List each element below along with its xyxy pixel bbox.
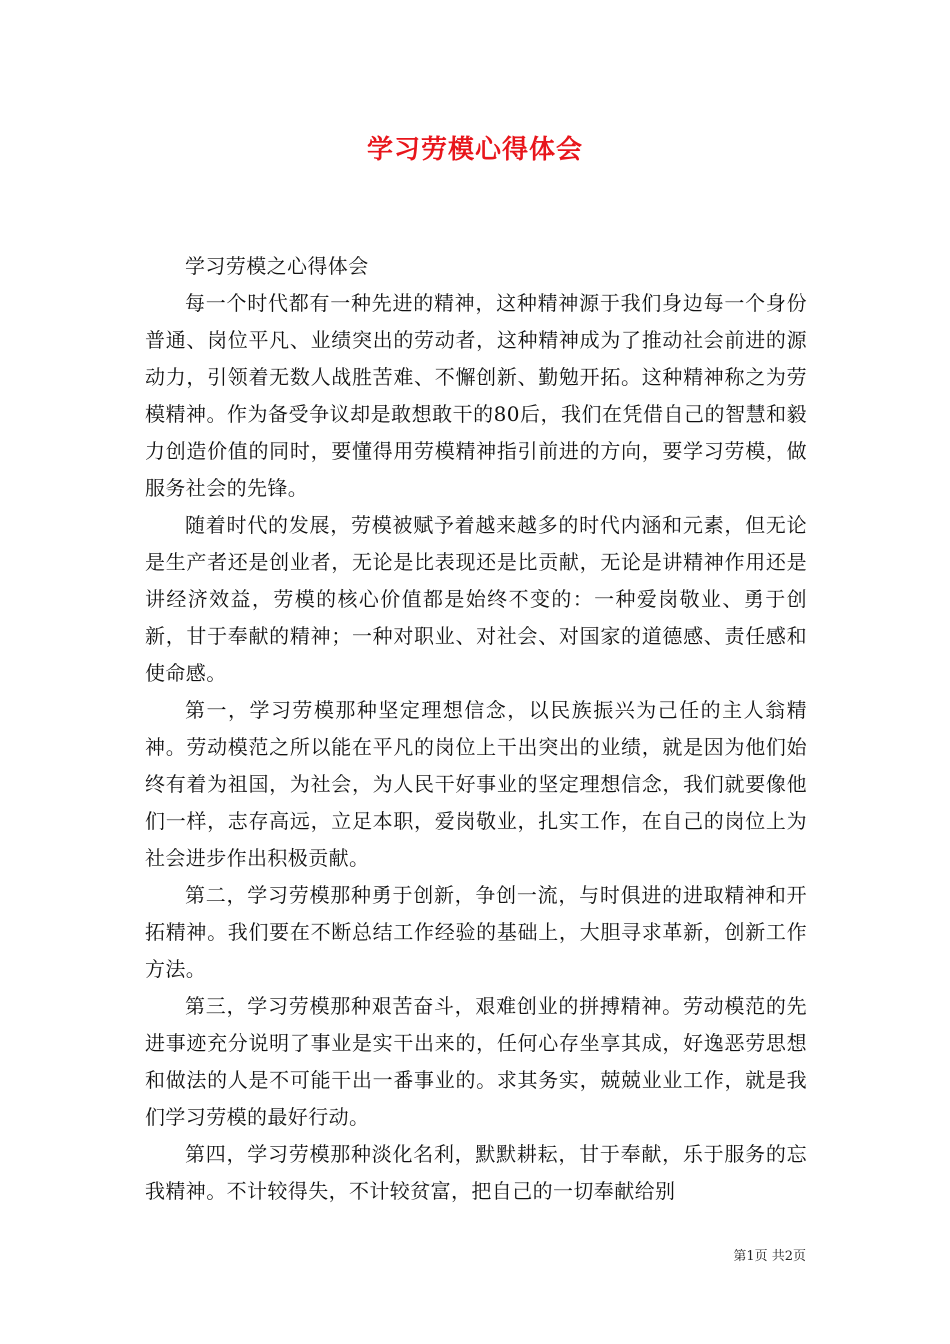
- paragraph-intro: 每一个时代都有一种先进的精神，这种精神源于我们身边每一个身份普通、岗位平凡、业绩突出的劳动者，这种精神成为了推动社会前进的源动力，引领着无数人战胜苦难、不懈创新、勤勉开拓。这种精神称之为劳模精神。作为备受争议却是敢想敢干的80后，我们在凭借自己的智慧和毅力创造价值的同时，要懂得用劳模精神指引前进的方向，要学习劳模，做服务社会的先锋。: [145, 291, 807, 500]
- paragraph-core-value: 随着时代的发展，劳模被赋予着越来越多的时代内涵和元素，但无论是生产者还是创业者，无论是比表现还是比贡献，无论是讲精神作用还是讲经济效益，劳模的核心价值都是始终不变的：一种爱岗敬业、勇于创新，甘于奉献的精神；一种对职业、对社会、对国家的道德感、责任感和使命感。: [145, 513, 807, 685]
- paragraph-subtitle: 学习劳模之心得体会: [185, 254, 369, 278]
- page-number: 第1页 共2页: [733, 1249, 806, 1264]
- paragraph-point-2: 第二，学习劳模那种勇于创新，争创一流，与时俱进的进取精神和开拓精神。我们要在不断总结工作经验的基础上，大胆寻求革新，创新工作方法。: [145, 883, 807, 981]
- paragraph-point-4: 第四，学习劳模那种淡化名利，默默耕耘，甘于奉献，乐于服务的忘我精神。不计较得失，不计较贫富，把自己的一切奉献给别: [145, 1142, 807, 1203]
- document-body: [145, 248, 807, 1210]
- paragraph-point-1: 第一，学习劳模那种坚定理想信念，以民族振兴为己任的主人翁精神。劳动模范之所以能在平凡的岗位上干出突出的业绩，就是因为他们始终有着为祖国，为社会，为人民干好事业的坚定理想信念，我们就要像他们一样，志存高远，立足本职，爱岗敬业，扎实工作，在自己的岗位上为社会进步作出积极贡献。: [145, 698, 807, 870]
- document-title: 学习劳模心得体会: [366, 135, 583, 165]
- paragraph-point-3: 第三，学习劳模那种艰苦奋斗，艰难创业的拼搏精神。劳动模范的先进事迹充分说明了事业是实干出来的，任何心存坐享其成，好逸恶劳思想和做法的人是不可能干出一番事业的。求其务实，兢兢业业工作，就是我们学习劳模的最好行动。: [145, 994, 807, 1129]
